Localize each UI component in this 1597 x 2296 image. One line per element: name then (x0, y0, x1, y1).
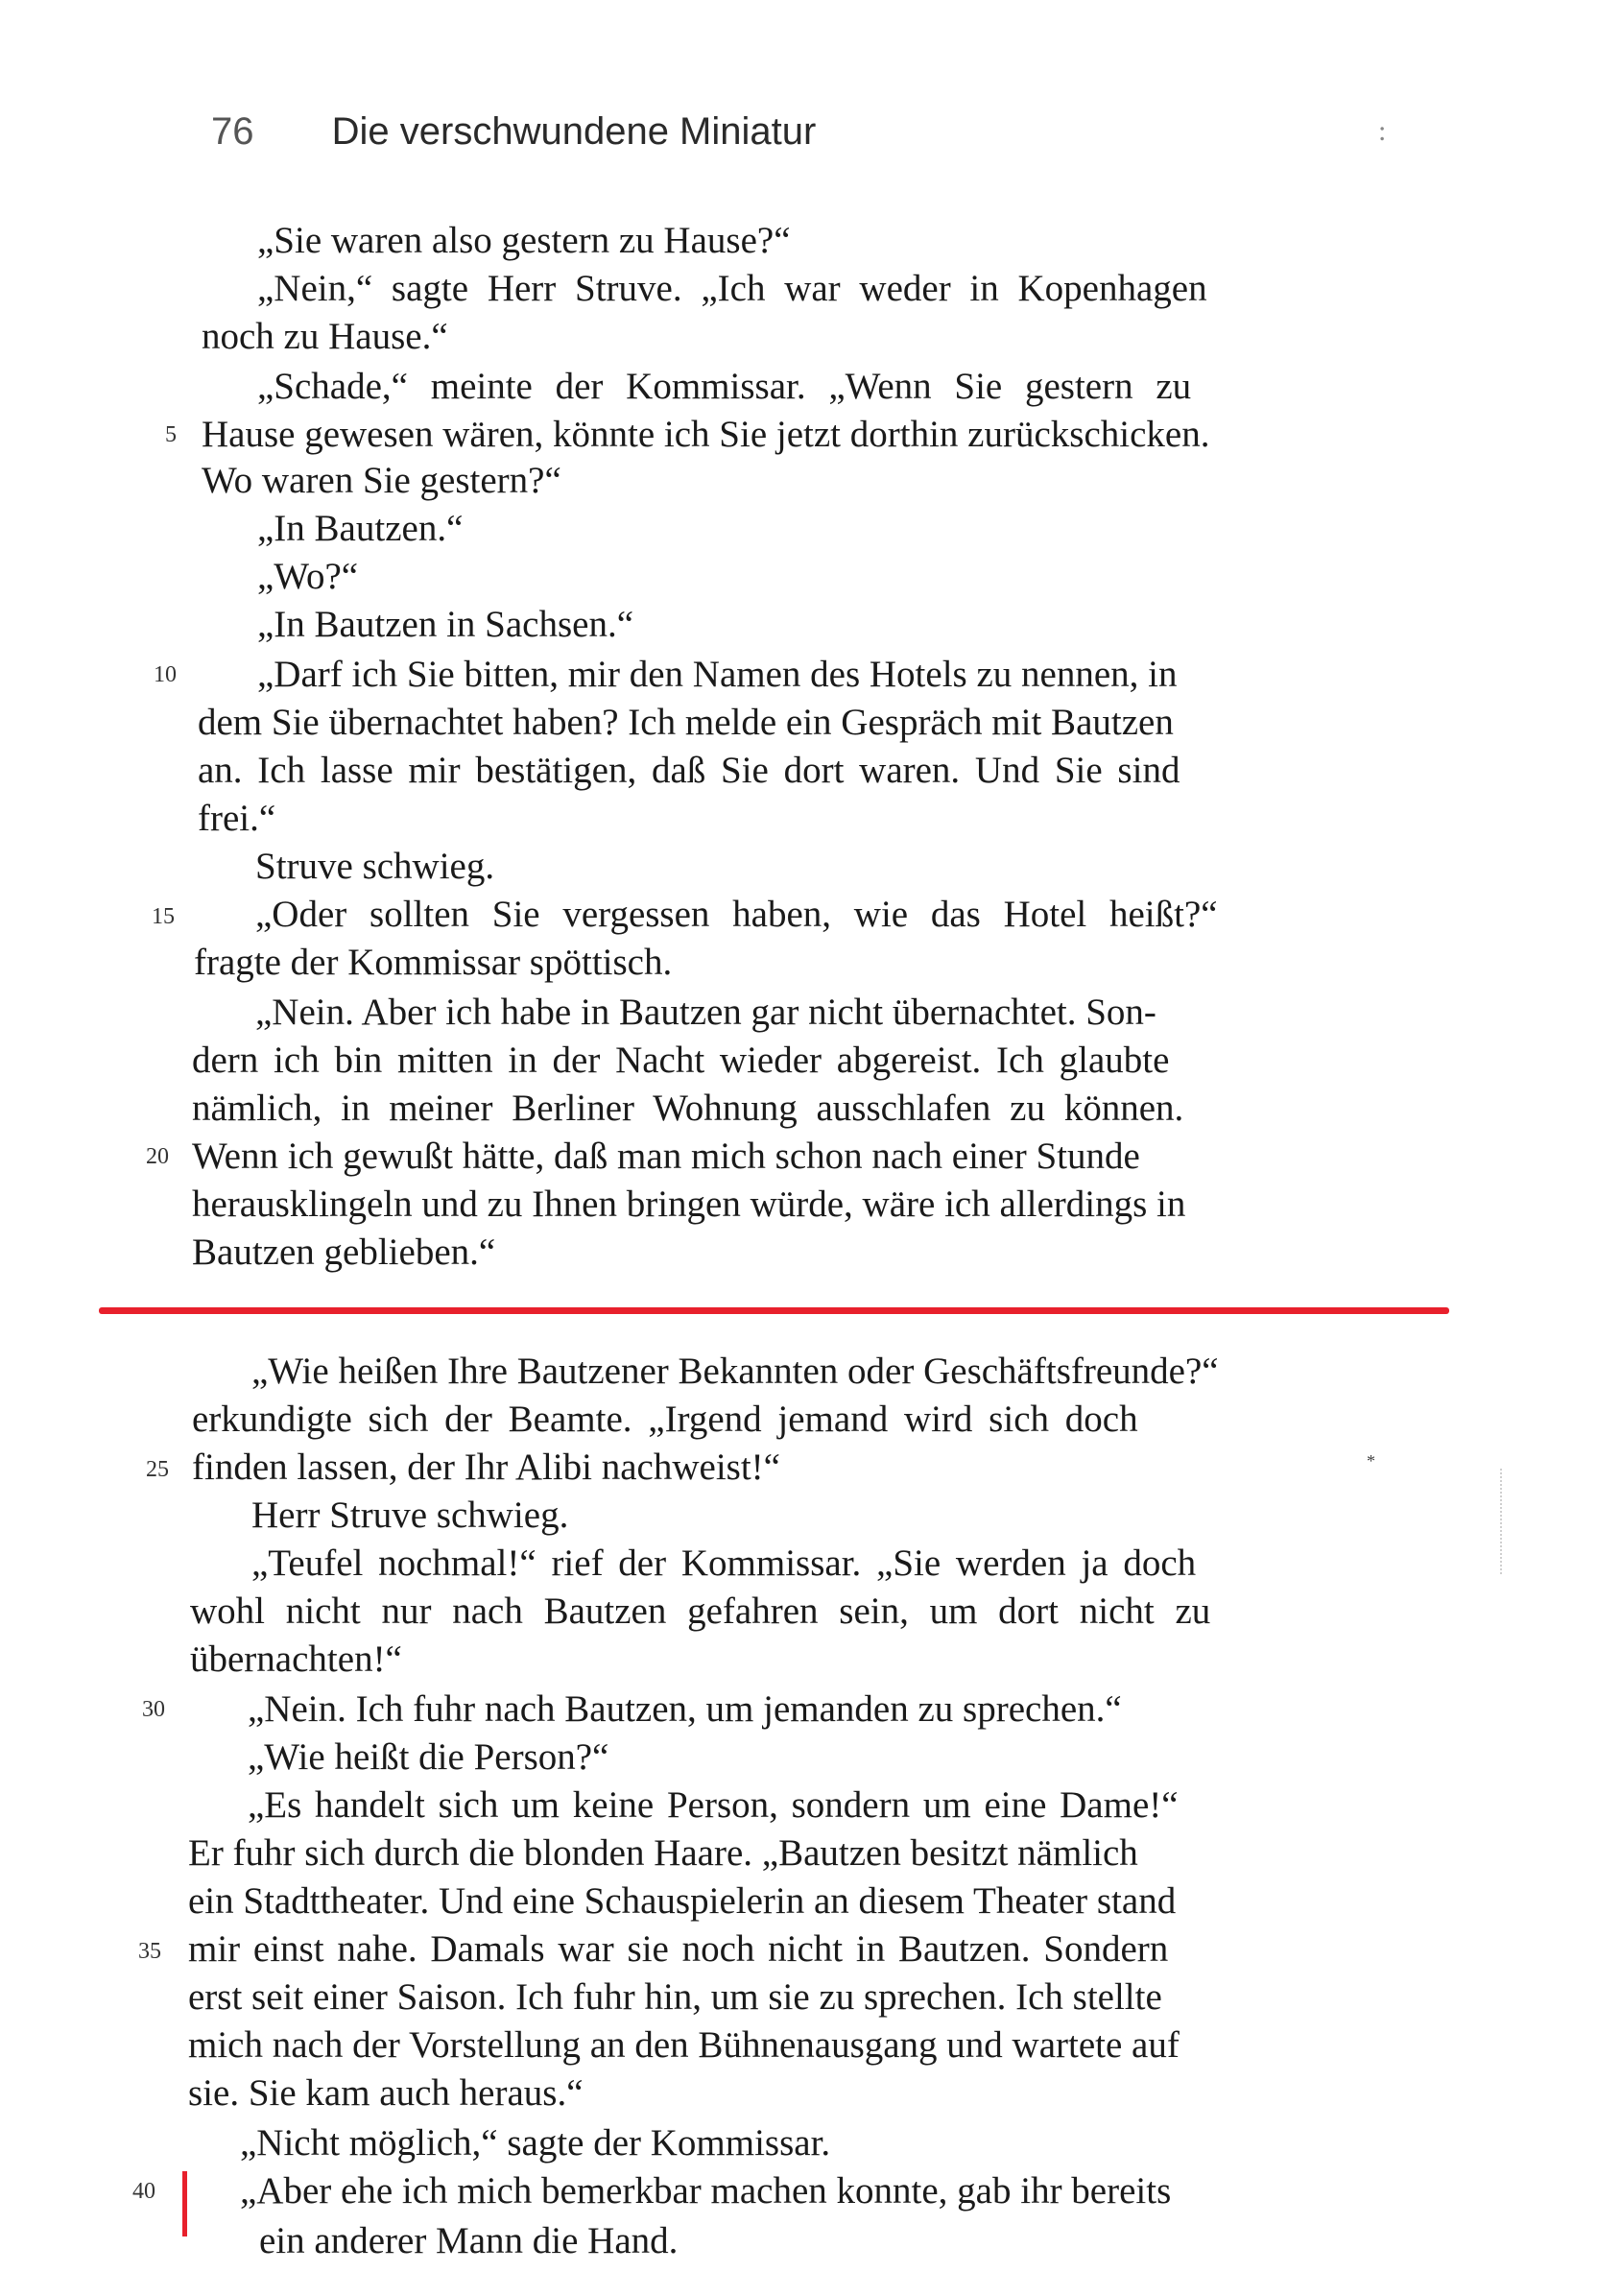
line-number: 10 (154, 662, 177, 687)
text-line: übernachten!“ (190, 1638, 402, 1680)
running-header (211, 110, 816, 154)
text-line: an. Ich lasse mir bestätigen, daß Sie dort waren. Und Sie sind (198, 750, 1180, 791)
text-line: „Darf ich Sie bitten, mir den Namen des Hotels zu nennen, in (257, 654, 1178, 695)
text-line: ein anderer Mann die Hand. (259, 2220, 679, 2261)
text-line: „In Bautzen in Sachsen.“ (257, 604, 634, 645)
text-line: Wo waren Sie gestern?“ (202, 460, 561, 501)
line-number: 15 (152, 904, 175, 929)
line-number: 35 (138, 1939, 161, 1964)
text-line: dern ich bin mitten in der Nacht wieder abgereist. Ich glaubte (192, 1040, 1170, 1081)
text-line: „Es handelt sich um keine Person, sondern um eine Dame!“ (248, 1784, 1179, 1826)
text-line: „Nicht möglich,“ sagte der Kommissar. (240, 2122, 831, 2164)
text-line: Bautzen geblieben.“ (192, 1232, 496, 1273)
line-number: 5 (165, 422, 177, 447)
line-number: 30 (142, 1697, 165, 1722)
text-line: „Oder sollten Sie vergessen haben, wie das Hotel heißt?“ (255, 894, 1218, 935)
red-divider-line (99, 1307, 1449, 1314)
text-line: Herr Struve schwieg. (251, 1495, 569, 1536)
text-line: „Nein. Aber ich habe in Bautzen gar nicht übernachtet. Son- (255, 992, 1156, 1033)
text-line: nämlich, in meiner Berliner Wohnung ausschlafen zu können. (192, 1088, 1184, 1129)
text-line: „Teufel nochmal!“ rief der Kommissar. „Sie werden ja doch (251, 1543, 1197, 1584)
text-line: Hause gewesen wären, könnte ich Sie jetzt dorthin zurückschicken. (202, 414, 1210, 455)
text-line: Struve schwieg. (255, 846, 495, 887)
text-line: noch zu Hause.“ (202, 316, 448, 357)
text-line: „Nein,“ sagte Herr Struve. „Ich war weder in Kopenhagen (257, 268, 1207, 309)
text-line: herausklingeln und zu Ihnen bringen würde, wäre ich allerdings in (192, 1184, 1186, 1225)
text-line: sie. Sie kam auch heraus.“ (188, 2072, 584, 2114)
scan-artifact (1500, 1469, 1508, 1574)
text-line: Er fuhr sich durch die blonden Haare. „Bautzen besitzt nämlich (188, 1832, 1138, 1874)
page-number: 76 (211, 110, 254, 153)
text-line: „Wie heißen Ihre Bautzener Bekannten oder Geschäftsfreunde?“ (251, 1351, 1219, 1392)
text-line: dem Sie übernachtet haben? Ich melde ein Gespräch mit Bautzen (198, 702, 1174, 743)
text-line: „In Bautzen.“ (257, 508, 464, 549)
red-margin-marker (182, 2171, 187, 2236)
text-line: „Wie heißt die Person?“ (248, 1736, 609, 1778)
corner-mark: : (1378, 115, 1387, 147)
text-line: fragte der Kommissar spöttisch. (194, 942, 673, 983)
text-line: „Nein. Ich fuhr nach Bautzen, um jemanden zu sprechen.“ (248, 1688, 1122, 1730)
text-line: mir einst nahe. Damals war sie noch nicht in Bautzen. Sondern (188, 1928, 1169, 1970)
text-line: wohl nicht nur nach Bautzen gefahren sein, um dort nicht zu (190, 1590, 1211, 1632)
text-line: mich nach der Vorstellung an den Bühnenausgang und wartete auf (188, 2024, 1180, 2066)
text-line: frei.“ (198, 798, 276, 839)
text-line: Wenn ich gewußt hätte, daß man mich schon nach einer Stunde (192, 1136, 1140, 1177)
text-line: finden lassen, der Ihr Alibi nachweist!“ (192, 1447, 780, 1488)
text-line: erst seit einer Saison. Ich fuhr hin, um sie zu sprechen. Ich stellte (188, 1976, 1162, 2018)
text-line: „Aber ehe ich mich bemerkbar machen konnte, gab ihr bereits (240, 2170, 1172, 2212)
text-line: „Sie waren also gestern zu Hause?“ (257, 220, 791, 261)
line-number: 40 (132, 2179, 155, 2204)
text-line: „Schade,“ meinte der Kommissar. „Wenn Sie gestern zu (257, 366, 1192, 407)
line-number: 20 (146, 1144, 169, 1169)
text-line: erkundigte sich der Beamte. „Irgend jemand wird sich doch (192, 1399, 1138, 1440)
text-line: ein Stadttheater. Und eine Schauspielerin an diesem Theater stand (188, 1880, 1177, 1922)
running-title: Die verschwundene Miniatur (331, 110, 817, 153)
text-line: „Wo?“ (257, 556, 359, 597)
stray-mark: * (1367, 1451, 1375, 1471)
line-number: 25 (146, 1457, 169, 1482)
